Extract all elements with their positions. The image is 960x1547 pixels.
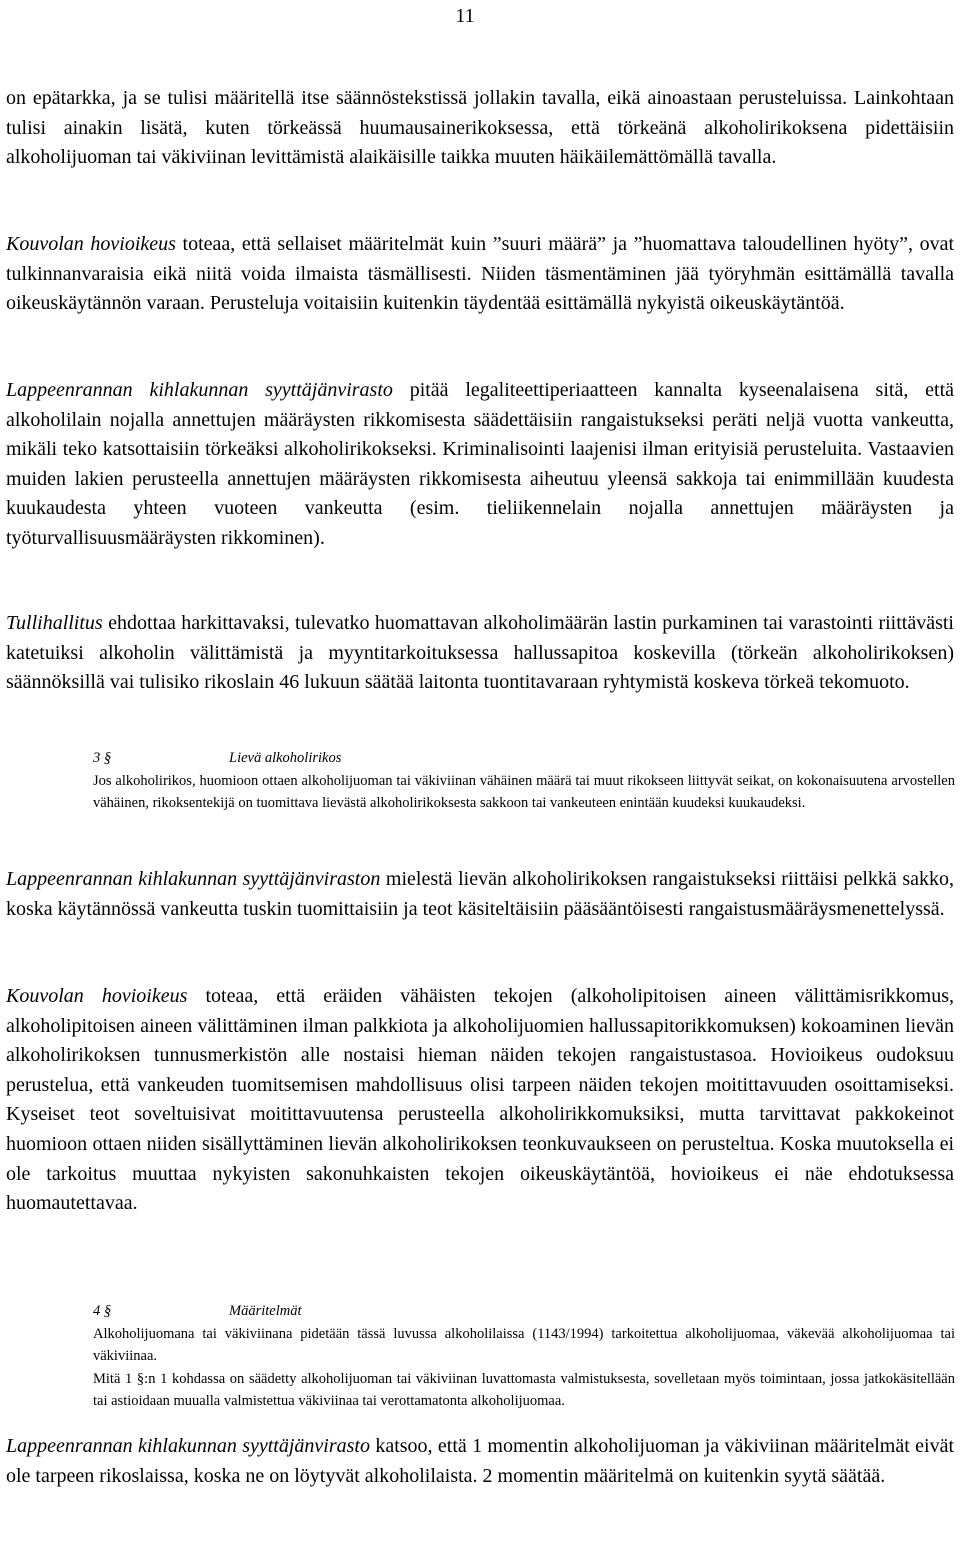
quoted-section-3-number: 3 § — [93, 750, 112, 766]
quoted-section-4-heading — [93, 1300, 955, 1323]
paragraph-7 — [6, 1432, 954, 1491]
paragraph-6-text: toteaa, että eräiden vähäisten tekojen (alkoholipitoisen aineen välittämisrikkomus, alkoholipitoisen aineen välittäminen ilman palkkiota ja alkoholijuomien hallussapitorikkomuksen) kokoaminen lievän alkoholirikoksen tunnusmerkistön alle nostaisi hieman näiden tekojen rangaistustasoa. Hovioikeus oudoksuu perustelua, että vankeuden tuomitsemisen mahdollisuus olisi tarpeen näiden tekojen moitittavuuden osoittamiseksi. Kyseiset teot soveltuisivat moitittavuutensa perusteella alkoholirikkomuksiksi, mutta tarvittavat pakkokeinot huomioon ottaen niiden sisällyttäminen lievän alkoholirikoksen teonkuvaukseen on perusteltua. Koska muutoksella ei ole tarkoitus muuttaa nykyisten sakonuhkaisten tekojen oikeuskäytäntöä, hovioikeus ei näe ehdotuksessa huomautettavaa. — [6, 985, 954, 1215]
quoted-section-3-text: Jos alkoholirikos, huomioon ottaen alkoholijuoman tai väkiviinan vähäinen määrä tai muut rikokseen liittyvät seikat, on kokonaisuutena arvostellen vähäinen, rikoksentekijä on tuomittava lievästä alkoholirikoksesta sakkoon tai vankeuteen enintään kuudeksi kuukaudeksi. — [93, 772, 955, 811]
quoted-section-4 — [93, 1300, 955, 1413]
quoted-section-4-text-2: Mitä 1 §:n 1 kohdassa on säädetty alkoholijuoman tai väkiviinan luvattomasta valmistuksesta, sovelletaan myös toimintaan, jossa jatkokäsitellään tai astioidaan muualla valmistettua väkiviinaa tai verottamatonta alkoholijuomaa. — [93, 1370, 955, 1409]
paragraph-6-lead: Kouvolan hovioikeus — [6, 985, 188, 1007]
paragraph-3-lead: Lappeenrannan kihlakunnan syyttäjänvirasto — [6, 379, 393, 401]
paragraph-2-lead: Kouvolan hovioikeus — [6, 233, 176, 255]
paragraph-1 — [6, 84, 954, 173]
paragraph-4-lead: Tullihallitus — [6, 612, 103, 634]
paragraph-4 — [6, 609, 954, 698]
quoted-section-3 — [93, 747, 955, 815]
paragraph-1-text: on epätarkka, ja se tulisi määritellä itse säännöstekstissä jollakin tavalla, eikä ainoastaan perusteluissa. Lainkohtaan tulisi ainakin lisätä, kuten törkeässä huumausainerikoksessa, että törkeänä alkoholirikoksena pidettäisiin alkoholijuoman tai väkiviinan levittämistä alaikäisille taikka muuten häikäilemättömällä tavalla. — [6, 87, 954, 169]
paragraph-6 — [6, 982, 954, 1219]
quoted-section-4-number: 4 § — [93, 1303, 112, 1319]
quoted-section-4-text-1: Alkoholijuomana tai väkiviinana pidetään tässä luvussa alkoholilaissa (1143/1994) tarkoitettua alkoholijuomaa, väkevää alkoholijuomaa tai väkiviinaa. — [93, 1325, 955, 1364]
paragraph-4-text: ehdottaa harkittavaksi, tulevatko huomattavan alkoholimäärän lastin purkaminen tai varastointi riittävästi katetuiksi alkoholin välittämistä ja myyntitarkoituksessa hallussapitoa koskevilla (törkeän alkoholirikoksen) säännöksillä vai tulisiko rikoslain 46 lukuun säätää laitonta tuontitavaraan ryhtymistä koskeva törkeä tekomuoto. — [6, 612, 954, 694]
paragraph-5-text: mielestä lievän alkoholirikoksen rangaistukseksi riittäisi pelkkä sakko, koska käytännössä vankeutta tuskin tuomittaisiin ja teot käsiteltäisiin pääsääntöisesti rangaistusmääräysmenettelyssä. — [6, 868, 955, 920]
paragraph-2-text: toteaa, että sellaiset määritelmät kuin ”suuri määrä” ja ”huomattava taloudellinen hyöty”, ovat tulkinnanvaraisia eikä niitä voida ilmaista täsmällisesti. Niiden täsmentäminen jää työryhmän esittämällä tavalla oikeuskäytännön varaan. Perusteluja voitaisiin kuitenkin täydentää esittämällä nykyistä oikeuskäytäntöä. — [6, 233, 955, 315]
paragraph-5 — [6, 865, 954, 924]
paragraph-7-text: katsoo, että 1 momentin alkoholijuoman ja väkiviinan määritelmät eivät ole tarpeen rikoslaissa, koska ne on löytyvät alkoholilaista. 2 momentin määritelmä on kuitenkin syytä säätää. — [6, 1435, 954, 1487]
paragraph-7-lead: Lappeenrannan kihlakunnan syyttäjänvirasto — [6, 1435, 370, 1457]
paragraph-2 — [6, 230, 954, 319]
paragraph-3 — [6, 376, 954, 554]
paragraph-5-lead: Lappeenrannan kihlakunnan syyttäjänviraston — [6, 868, 381, 890]
quoted-section-3-title: Lievä alkoholirikos — [229, 750, 342, 766]
quoted-section-3-heading — [93, 747, 955, 770]
paragraph-3-text: pitää legaliteettiperiaatteen kannalta kyseenalaisena sitä, että alkoholilain nojalla annettujen määräysten rikkomisesta säädettäisiin rangaistukseksi peräti neljä vuotta vankeutta, mikäli teko katsottaisiin törkeäksi alkoholirikokseksi. Kriminalisointi laajenisi ilman erityisiä perusteluita. Vastaavien muiden lakien perusteella annettujen määräysten rikkomisesta aiheutuu yleensä sakkoja tai enimmillään kuudesta kuukaudesta yhteen vuoteen vankeutta (esim. tieliikennelain nojalla annettujen määräysten ja työturvallisuusmääräysten rikkominen). — [6, 379, 954, 549]
page-number: 11 — [455, 5, 475, 27]
quoted-section-4-title: Määritelmät — [229, 1303, 302, 1319]
